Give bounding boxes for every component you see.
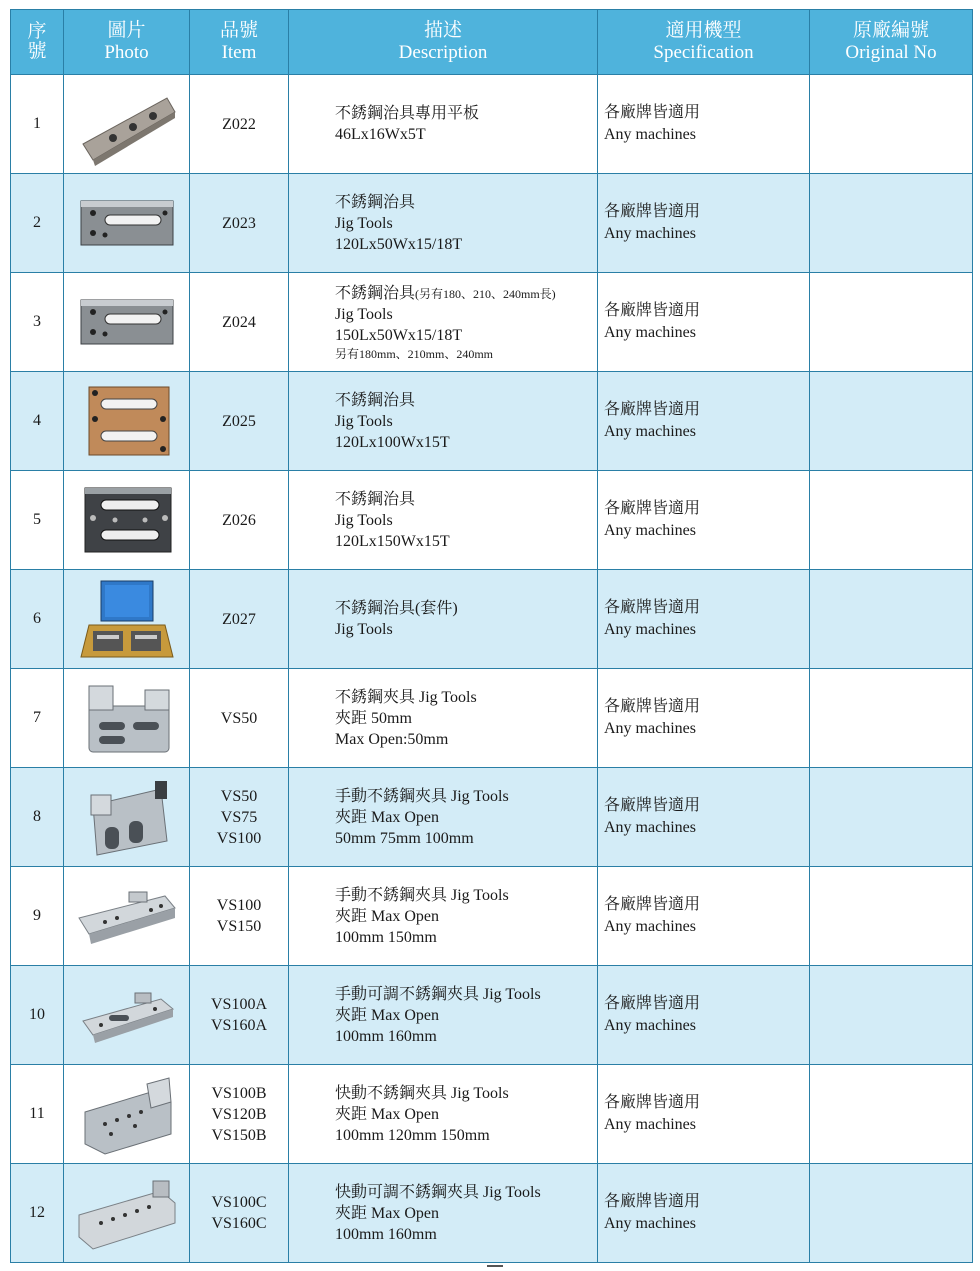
desc-line: Jig Tools xyxy=(335,305,393,323)
table-row xyxy=(11,966,973,1065)
specification xyxy=(598,1065,810,1164)
table-row xyxy=(11,570,973,669)
item-codes xyxy=(190,75,289,174)
desc-main: 不銹鋼治具 xyxy=(335,284,416,302)
desc-line: 46Lx16Wx5T xyxy=(335,126,426,143)
item-code: Z025 xyxy=(222,412,256,430)
item-code: VS150B xyxy=(211,1126,267,1144)
spec-line: 各廠牌皆適用 xyxy=(604,1094,701,1111)
desc-line: 手動可調不銹鋼夾具 Jig Tools xyxy=(335,985,541,1003)
desc-note: (另有180、210、240mm長) xyxy=(415,286,556,301)
desc-line: 不銹鋼治具 xyxy=(335,391,416,409)
header-description-zh: 描述 xyxy=(423,20,462,41)
header-description-en: Description xyxy=(398,42,488,63)
spec-line: Any machines xyxy=(604,720,696,737)
desc-line: 夾距 Max Open xyxy=(335,1105,439,1123)
item-code: Z027 xyxy=(222,610,256,628)
table-row xyxy=(11,1065,973,1164)
row-number: 3 xyxy=(11,273,64,372)
header-specification-en: Specification xyxy=(653,42,754,63)
product-catalog-table xyxy=(10,9,973,1263)
specification xyxy=(598,471,810,570)
desc-line: 手動不銹鋼夾具 Jig Tools xyxy=(335,787,509,805)
product-photo xyxy=(64,768,190,867)
desc-line: 150Lx50Wx15/18T xyxy=(335,326,463,344)
spec-line: Any machines xyxy=(604,1116,696,1133)
desc-line: Jig Tools xyxy=(335,621,393,638)
table-row xyxy=(11,669,973,768)
spec-line: Any machines xyxy=(604,423,696,440)
description xyxy=(289,273,598,372)
spec-line: Any machines xyxy=(604,1215,696,1232)
item-code: Z023 xyxy=(222,214,256,232)
header-photo xyxy=(64,10,190,75)
item-code: VS100A xyxy=(210,996,267,1013)
product-photo xyxy=(64,471,190,570)
original-no xyxy=(810,75,973,174)
item-code: VS100C xyxy=(211,1194,267,1211)
desc-line: 不銹鋼治具 xyxy=(335,193,416,211)
product-photo xyxy=(64,1065,190,1164)
desc-line xyxy=(335,283,597,304)
header-specification-zh: 適用機型 xyxy=(665,20,742,41)
item-code: VS100 xyxy=(216,829,262,847)
original-no xyxy=(810,273,973,372)
row-number: 12 xyxy=(11,1164,64,1263)
spec-line: 各廠牌皆適用 xyxy=(604,995,701,1012)
spec-line: Any machines xyxy=(604,522,696,539)
item-code: VS75 xyxy=(220,808,258,826)
specification xyxy=(598,966,810,1065)
header-original-no xyxy=(810,10,973,75)
original-no xyxy=(810,966,973,1065)
item-codes xyxy=(190,966,289,1065)
original-no xyxy=(810,570,973,669)
item-codes xyxy=(190,1164,289,1263)
original-no xyxy=(810,471,973,570)
table-row xyxy=(11,75,973,174)
spec-line: 各廠牌皆適用 xyxy=(604,302,701,319)
product-photo xyxy=(64,273,190,372)
row-number: 9 xyxy=(11,867,64,966)
desc-line: 100mm 160mm xyxy=(335,1027,437,1045)
item-code: VS160A xyxy=(210,1017,267,1034)
table-row xyxy=(11,372,973,471)
item-codes xyxy=(190,867,289,966)
row-number: 6 xyxy=(11,570,64,669)
table-row xyxy=(11,1164,973,1263)
header-no xyxy=(11,10,64,75)
product-photo xyxy=(64,669,190,768)
item-codes xyxy=(190,768,289,867)
description xyxy=(289,372,598,471)
description xyxy=(289,471,598,570)
specification xyxy=(598,174,810,273)
original-no xyxy=(810,174,973,273)
desc-line: 夾距 Max Open xyxy=(335,1006,439,1024)
desc-line: 120Lx150Wx15T xyxy=(335,532,450,550)
description xyxy=(289,768,598,867)
desc-line: 夾距 50mm xyxy=(335,709,412,727)
item-codes xyxy=(190,669,289,768)
item-code: VS100 xyxy=(216,897,262,914)
header-item-en: Item xyxy=(221,42,257,63)
spec-line: 各廠牌皆適用 xyxy=(604,1193,701,1210)
specification xyxy=(598,669,810,768)
description xyxy=(289,75,598,174)
table-header-row xyxy=(11,10,973,75)
desc-line: 不銹鋼治具(套件) xyxy=(335,600,458,617)
description xyxy=(289,174,598,273)
table-row xyxy=(11,174,973,273)
item-codes xyxy=(190,471,289,570)
specification xyxy=(598,1164,810,1263)
original-no xyxy=(810,1065,973,1164)
spec-line: Any machines xyxy=(604,819,696,836)
original-no xyxy=(810,867,973,966)
item-codes xyxy=(190,570,289,669)
item-code: VS50 xyxy=(220,709,258,727)
row-number: 7 xyxy=(11,669,64,768)
product-photo xyxy=(64,966,190,1065)
spec-line: 各廠牌皆適用 xyxy=(604,401,701,418)
manual-vise-icon xyxy=(64,775,189,859)
product-photo xyxy=(64,174,190,273)
adjustable-vise-icon xyxy=(64,973,189,1057)
original-no xyxy=(810,669,973,768)
description xyxy=(289,669,598,768)
product-photo xyxy=(64,1164,190,1263)
product-photo xyxy=(64,372,190,471)
spec-line: 各廠牌皆適用 xyxy=(604,599,701,616)
spec-line: 各廠牌皆適用 xyxy=(604,797,701,814)
spec-line: 各廠牌皆適用 xyxy=(604,104,701,121)
item-codes xyxy=(190,174,289,273)
spec-line: 各廠牌皆適用 xyxy=(604,896,701,913)
spec-line: Any machines xyxy=(604,225,696,242)
item-code: VS150 xyxy=(216,918,262,935)
page-number-mark xyxy=(487,1265,503,1267)
row-number: 2 xyxy=(11,174,64,273)
specification xyxy=(598,75,810,174)
table-row xyxy=(11,273,973,372)
header-no-label: 序號 xyxy=(27,21,47,62)
flat-vise-icon xyxy=(64,874,189,958)
spec-line: 各廠牌皆適用 xyxy=(604,203,701,220)
specification xyxy=(598,867,810,966)
specification xyxy=(598,768,810,867)
desc-line: 不銹鋼夾具 Jig Tools xyxy=(335,688,477,706)
spec-line: Any machines xyxy=(604,126,696,143)
row-number: 1 xyxy=(11,75,64,174)
jig-plate-wide-icon xyxy=(64,478,189,562)
row-number: 10 xyxy=(11,966,64,1065)
item-codes xyxy=(190,372,289,471)
specification xyxy=(598,570,810,669)
copper-plate-icon xyxy=(64,379,189,463)
item-code: Z022 xyxy=(222,115,256,133)
specification xyxy=(598,372,810,471)
header-original-no-en: Original No xyxy=(845,42,937,63)
desc-line: 120Lx50Wx15/18T xyxy=(335,235,463,253)
desc-line: Max Open:50mm xyxy=(335,730,449,748)
spec-line: Any machines xyxy=(604,621,696,638)
description xyxy=(289,966,598,1065)
spec-line: 各廠牌皆適用 xyxy=(604,500,701,517)
item-code: Z024 xyxy=(222,313,256,331)
desc-line: 快動可調不銹鋼夾具 Jig Tools xyxy=(335,1183,541,1201)
desc-line: 100mm 150mm xyxy=(335,928,437,946)
flat-plate-icon xyxy=(64,82,189,166)
item-code: Z026 xyxy=(222,511,256,529)
table-row xyxy=(11,867,973,966)
original-no xyxy=(810,768,973,867)
description xyxy=(289,570,598,669)
header-photo-en: Photo xyxy=(104,42,149,63)
product-photo xyxy=(64,570,190,669)
table-row xyxy=(11,768,973,867)
product-photo xyxy=(64,75,190,174)
desc-line: 夾距 Max Open xyxy=(335,907,439,925)
row-number: 8 xyxy=(11,768,64,867)
jig-plate-slot-icon xyxy=(64,181,189,265)
row-number: 4 xyxy=(11,372,64,471)
desc-line: 快動不銹鋼夾具 Jig Tools xyxy=(335,1084,509,1102)
header-original-no-zh: 原廠編號 xyxy=(852,20,929,41)
desc-line: 50mm 75mm 100mm xyxy=(335,829,474,847)
desc-line: Jig Tools xyxy=(335,511,393,529)
jig-plate-slot-icon xyxy=(64,280,189,364)
row-number: 11 xyxy=(11,1065,64,1164)
desc-small-line: 另有180mm、210mm、240mm xyxy=(335,346,494,361)
desc-line: Jig Tools xyxy=(335,214,393,232)
row-number: 5 xyxy=(11,471,64,570)
spec-line: Any machines xyxy=(604,324,696,341)
table-row xyxy=(11,471,973,570)
desc-line: 100mm 160mm xyxy=(335,1225,437,1243)
header-item xyxy=(190,10,289,75)
item-codes xyxy=(190,273,289,372)
desc-line: 手動不銹鋼夾具 Jig Tools xyxy=(335,886,509,904)
desc-line: 不銹鋼治具專用平板 xyxy=(335,105,480,122)
desc-line: 夾距 Max Open xyxy=(335,808,439,826)
desc-line: 120Lx100Wx15T xyxy=(335,433,450,451)
item-code: VS160C xyxy=(211,1215,267,1232)
header-specification xyxy=(598,10,810,75)
vise-icon xyxy=(64,676,189,760)
table-body xyxy=(11,75,973,1263)
quick-adjustable-vise-icon xyxy=(64,1171,189,1255)
quick-vise-icon xyxy=(64,1072,189,1156)
item-code: VS120B xyxy=(211,1105,267,1123)
desc-line: Jig Tools xyxy=(335,412,393,430)
header-description xyxy=(289,10,598,75)
description xyxy=(289,1065,598,1164)
product-photo xyxy=(64,867,190,966)
spec-line: Any machines xyxy=(604,1017,696,1034)
header-photo-zh: 圖片 xyxy=(107,20,146,41)
header-item-zh: 品號 xyxy=(219,20,258,41)
tool-kit-box-icon xyxy=(64,577,189,661)
item-code: VS50 xyxy=(220,787,258,805)
spec-line: Any machines xyxy=(604,918,696,935)
description xyxy=(289,867,598,966)
desc-line: 100mm 120mm 150mm xyxy=(335,1126,490,1144)
specification xyxy=(598,273,810,372)
desc-line: 不銹鋼治具 xyxy=(335,490,416,508)
original-no xyxy=(810,1164,973,1263)
description xyxy=(289,1164,598,1263)
desc-line: 夾距 Max Open xyxy=(335,1204,439,1222)
original-no xyxy=(810,372,973,471)
item-codes xyxy=(190,1065,289,1164)
spec-line: 各廠牌皆適用 xyxy=(604,698,701,715)
item-code: VS100B xyxy=(211,1084,267,1102)
